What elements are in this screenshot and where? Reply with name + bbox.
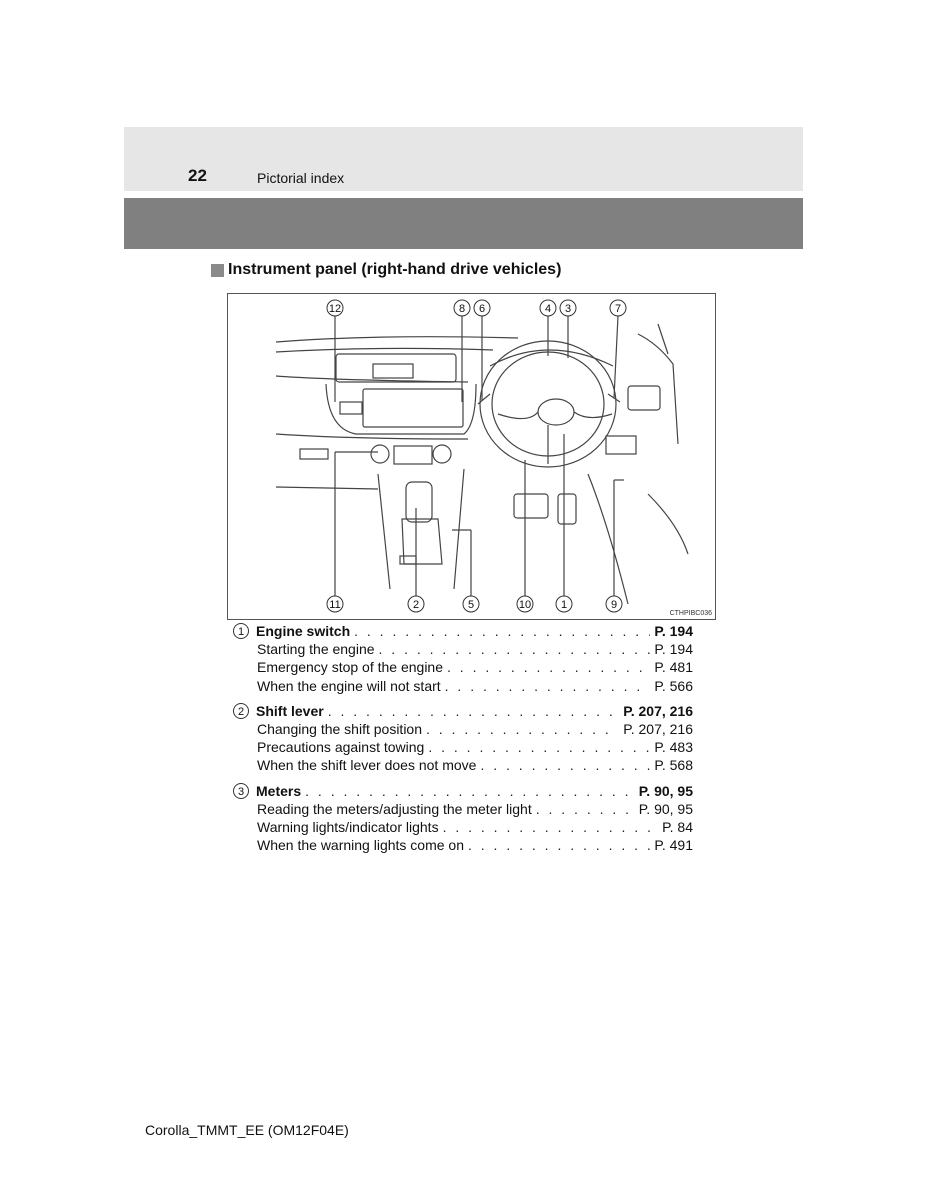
entry-heading-row[interactable] <box>233 702 693 720</box>
subitem-page-ref: P. 491 <box>654 837 693 854</box>
entry-page-ref: P. 194 <box>654 623 693 639</box>
callout-3-label: 3 <box>564 303 572 315</box>
steering-spoke-left <box>498 412 538 419</box>
subitem-page-ref: P. 568 <box>654 757 693 774</box>
callout-5 <box>463 596 479 612</box>
entry-subitem-row[interactable] <box>233 658 693 676</box>
center-display <box>363 389 463 427</box>
subitem-label: When the shift lever does not move <box>257 757 477 774</box>
callout-11 <box>327 596 343 612</box>
callout-7-label: 7 <box>614 303 622 315</box>
callout-6 <box>474 300 490 316</box>
dot-leader <box>428 738 650 756</box>
dot-leader <box>426 720 619 738</box>
dashboard-drawing <box>228 294 715 619</box>
door-edge <box>588 474 628 604</box>
climate-knob-right <box>433 445 451 463</box>
callout-9-label: 9 <box>610 599 618 611</box>
dot-leader <box>328 702 619 720</box>
subitem-page-ref: P. 207, 216 <box>623 720 693 737</box>
callout-7 <box>610 300 626 316</box>
right-vent <box>628 386 660 410</box>
callout-1 <box>556 596 572 612</box>
subitem-label: When the engine will not start <box>257 677 441 694</box>
climate-panel <box>394 446 432 464</box>
entry-subitem-row[interactable] <box>233 756 693 774</box>
lower-dash <box>276 434 468 439</box>
subitem-label: Starting the engine <box>257 641 375 658</box>
callout-9 <box>606 596 622 612</box>
entry-subitem-row[interactable] <box>233 640 693 658</box>
entry-subitem-row[interactable] <box>233 800 693 818</box>
entry-subitem-row[interactable] <box>233 818 693 836</box>
subitem-page-ref: P. 90, 95 <box>638 800 693 817</box>
subitem-page-ref: P. 481 <box>654 659 693 676</box>
entry-subitem-row[interactable] <box>233 720 693 738</box>
subitem-label: Precautions against towing <box>257 739 425 756</box>
subitem-page-ref: P. 566 <box>654 677 693 694</box>
dot-leader <box>468 836 650 854</box>
entry-title: Meters <box>256 782 302 799</box>
subitem-label: When the warning lights come on <box>257 837 464 854</box>
lower-left-line <box>276 487 378 489</box>
index-entry <box>233 702 693 775</box>
dot-leader <box>536 800 635 818</box>
index-entries <box>233 622 693 861</box>
entry-subitem-row[interactable] <box>233 836 693 854</box>
index-entry <box>233 622 693 695</box>
header-divider-band <box>124 198 803 249</box>
dot-leader <box>447 658 650 676</box>
leader-7 <box>614 316 618 398</box>
subitem-page-ref: P. 84 <box>662 818 693 835</box>
console-switch <box>400 556 416 564</box>
dot-leader <box>305 782 635 800</box>
entry-subitem-row[interactable] <box>233 738 693 756</box>
page-number: 22 <box>188 166 207 185</box>
dot-leader <box>354 622 650 640</box>
door-trim <box>648 494 688 554</box>
shift-gate <box>402 519 442 564</box>
callout-2 <box>408 596 424 612</box>
entry-heading-row[interactable] <box>233 622 693 640</box>
dot-leader <box>443 818 659 836</box>
callout-5-label: 5 <box>467 599 475 611</box>
subitem-label: Reading the meters/adjusting the meter light <box>257 800 532 817</box>
section-title: Pictorial index <box>257 170 345 186</box>
callout-4-label: 4 <box>544 303 552 315</box>
callout-12 <box>327 300 343 316</box>
callout-4 <box>540 300 556 316</box>
subitem-page-ref: P. 483 <box>654 739 693 756</box>
callout-8 <box>454 300 470 316</box>
callout-3 <box>560 300 576 316</box>
vent-slots <box>373 364 413 378</box>
dot-leader <box>445 677 651 695</box>
dash-mid-line <box>276 376 468 382</box>
dot-leader <box>379 640 651 658</box>
console-right-edge <box>454 469 464 589</box>
entry-title: Shift lever <box>256 702 324 719</box>
steering-spoke-right <box>574 412 612 418</box>
subitem-page-ref: P. 194 <box>654 641 693 658</box>
a-pillar <box>638 334 678 444</box>
subheading-text: Instrument panel (right-hand drive vehicles) <box>228 261 562 278</box>
figure-code: CTHPIBC036 <box>669 610 712 617</box>
entry-page-ref: P. 207, 216 <box>623 702 693 719</box>
console-left-edge <box>378 474 390 589</box>
entry-number-badge: 1 <box>233 623 249 639</box>
callout-10-label: 10 <box>518 599 532 611</box>
shift-knob <box>406 482 432 522</box>
index-entry <box>233 782 693 855</box>
entry-subitem-row[interactable] <box>233 677 693 695</box>
entry-number-badge: 3 <box>233 783 249 799</box>
right-switch-panel <box>606 436 636 454</box>
page-footer: Corolla_TMMT_EE (OM12F04E) <box>145 1122 349 1138</box>
steering-hub <box>538 399 574 425</box>
callout-2-label: 2 <box>412 599 420 611</box>
entry-title: Engine switch <box>256 623 351 639</box>
entry-heading-row[interactable] <box>233 782 693 800</box>
page-header <box>124 127 803 191</box>
callout-11-label: 11 <box>329 599 341 611</box>
dot-leader <box>480 756 650 774</box>
square-bullet-icon <box>211 264 224 277</box>
hazard-switch <box>340 402 362 414</box>
left-vent-slot <box>300 449 328 459</box>
brake-pedal <box>514 494 548 518</box>
instrument-panel-illustration <box>227 293 716 620</box>
subitem-label: Changing the shift position <box>257 720 422 737</box>
accelerator-pedal <box>558 494 576 524</box>
dash-top-line-2 <box>276 348 493 352</box>
callout-10 <box>517 596 533 612</box>
entry-page-ref: P. 90, 95 <box>638 782 693 799</box>
callout-8-label: 8 <box>458 303 466 315</box>
subheading <box>211 261 561 279</box>
callout-1-label: 1 <box>560 599 568 611</box>
entry-number-badge: 2 <box>233 703 249 719</box>
subitem-label: Emergency stop of the engine <box>257 659 444 676</box>
callout-6-label: 6 <box>478 303 486 315</box>
climate-knob-left <box>371 445 389 463</box>
callout-12-label: 12 <box>328 303 342 315</box>
subitem-label: Warning lights/indicator lights <box>257 818 439 835</box>
